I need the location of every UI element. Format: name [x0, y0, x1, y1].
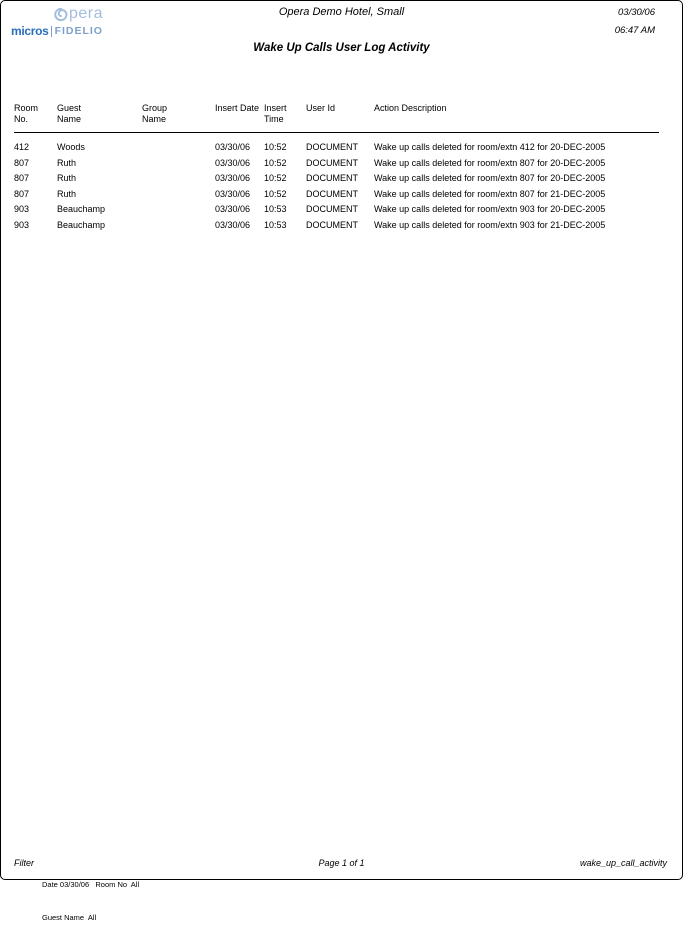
table-row	[14, 202, 659, 218]
cell-guest-name: Ruth	[57, 188, 77, 199]
cell-guest-name: Beauchamp	[57, 219, 106, 230]
report-filename: wake_up_call_activity	[579, 858, 667, 868]
cell-guest-name: Ruth	[57, 157, 77, 168]
cell-insert-date: 03/30/06	[215, 173, 251, 183]
column-header-insert-time: Insert Time	[264, 103, 287, 124]
column-header-action-description: Action Description	[374, 103, 447, 113]
cell-insert-date: 03/30/06	[215, 204, 251, 214]
filter-label: Filter	[14, 858, 34, 868]
cell-insert-time: 10:52	[264, 157, 287, 168]
opera-logo-text: pera	[68, 5, 104, 22]
column-header-insert-date: Insert Date	[215, 103, 260, 113]
cell-user-id: DOCUMENT	[306, 188, 358, 199]
cell-group-name	[142, 171, 215, 187]
table-row	[14, 156, 659, 172]
cell-insert-date: 03/30/06	[215, 188, 251, 199]
table-row	[14, 140, 659, 156]
cell-room-no: 807	[14, 173, 30, 183]
cell-room-no: 903	[14, 204, 30, 214]
cell-user-id: DOCUMENT	[306, 157, 358, 168]
report-date: 03/30/06	[618, 7, 655, 18]
cell-insert-time: 10:52	[264, 173, 287, 183]
filter-details	[42, 857, 139, 945]
table-body	[14, 140, 659, 233]
cell-action-description: Wake up calls deleted for room/extn 903 for 20-DEC-2005	[374, 204, 606, 214]
cell-user-id: DOCUMENT	[306, 204, 358, 214]
cell-group-name	[142, 218, 215, 234]
page-number: Page 1 of 1	[318, 858, 365, 868]
column-header-user-id: User Id	[306, 103, 336, 113]
table-header-rule	[14, 132, 659, 133]
cell-group-name	[142, 140, 215, 156]
cell-room-no: 903	[14, 219, 30, 230]
cell-group-name	[142, 187, 215, 203]
cell-user-id: DOCUMENT	[306, 219, 358, 230]
cell-group-name	[142, 202, 215, 218]
table-row	[14, 171, 659, 187]
column-header-guest-name: Guest Name	[57, 103, 82, 124]
wakeup-calls-table	[14, 103, 659, 233]
cell-insert-time: 10:52	[264, 188, 287, 199]
cell-insert-date: 03/30/06	[215, 219, 251, 230]
fidelio-logo-text: FIDELIO	[54, 25, 103, 37]
filter-date-room: Date 03/30/06 Room No All	[42, 880, 140, 889]
cell-room-no: 807	[14, 188, 30, 199]
cell-insert-time: 10:53	[264, 219, 287, 230]
cell-room-no: 412	[14, 142, 30, 152]
filter-guest-name: Guest Name All	[42, 913, 97, 922]
hotel-name: Opera Demo Hotel, Small	[278, 6, 405, 18]
cell-room-no: 807	[14, 157, 30, 168]
cell-action-description: Wake up calls deleted for room/extn 903 for 21-DEC-2005	[374, 219, 606, 230]
table-row	[14, 187, 659, 203]
cell-group-name	[142, 156, 215, 172]
table-row	[14, 218, 659, 234]
column-header-group-name: Group Name	[142, 103, 168, 124]
cell-user-id: DOCUMENT	[306, 142, 358, 152]
cell-guest-name: Woods	[57, 142, 85, 152]
cell-user-id: DOCUMENT	[306, 173, 358, 183]
cell-insert-date: 03/30/06	[215, 142, 251, 152]
report-title: Wake Up Calls User Log Activity	[253, 42, 430, 54]
report-time: 06:47 AM	[614, 25, 655, 36]
cell-insert-time: 10:53	[264, 204, 287, 214]
table-header-row	[14, 103, 659, 125]
logo-divider	[51, 26, 52, 37]
column-header-room-no: Room No.	[14, 103, 39, 124]
cell-action-description: Wake up calls deleted for room/extn 412 for 20-DEC-2005	[374, 142, 606, 152]
cell-insert-date: 03/30/06	[215, 157, 251, 168]
cell-guest-name: Beauchamp	[57, 204, 106, 214]
cell-action-description: Wake up calls deleted for room/extn 807 for 20-DEC-2005	[374, 173, 606, 183]
cell-action-description: Wake up calls deleted for room/extn 807 for 20-DEC-2005	[374, 157, 606, 168]
cell-guest-name: Ruth	[57, 173, 77, 183]
cell-action-description: Wake up calls deleted for room/extn 807 for 21-DEC-2005	[374, 188, 606, 199]
micros-fidelio-logo	[11, 24, 131, 38]
cell-insert-time: 10:52	[264, 142, 287, 152]
micros-logo-text: micros	[11, 24, 49, 38]
